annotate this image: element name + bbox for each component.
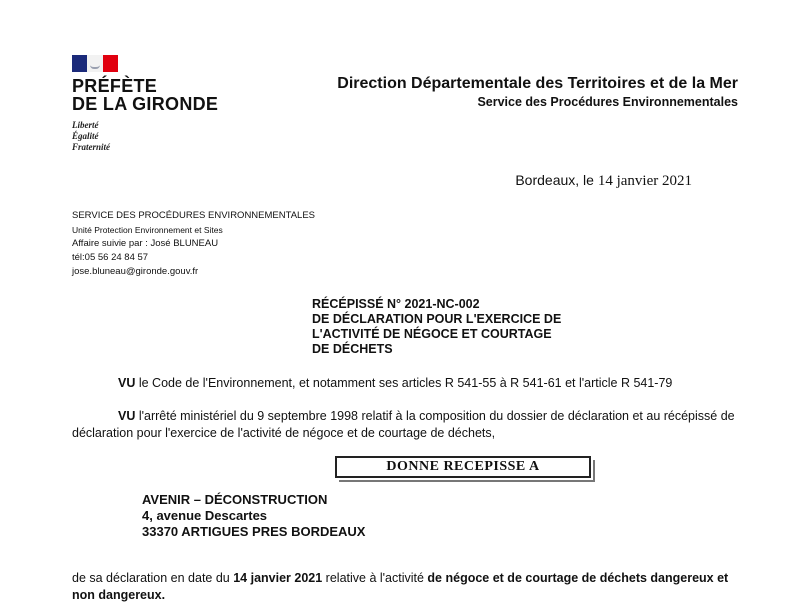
prefecture-line-2: DE LA GIRONDE: [72, 94, 219, 114]
declaration-paragraph: [72, 570, 752, 604]
final-part-2: relative à l'activité: [322, 571, 428, 585]
date-value: 14 janvier 2021: [597, 173, 692, 189]
service-title: Service des Procédures Environnementales: [477, 95, 738, 109]
recipient-address: [142, 492, 365, 540]
contact-service: SERVICE DES PROCÉDURES ENVIRONNEMENTALES: [72, 210, 316, 221]
recipient-city: 33370 ARTIGUES PRES BORDEAUX: [142, 524, 366, 539]
contact-email: jose.bluneau@gironde.gouv.fr: [72, 266, 199, 277]
direction-title: Direction Départementale des Territoires et de la Mer: [337, 75, 738, 92]
republic-motto: [72, 120, 110, 153]
marianne-flag-icon: [72, 55, 118, 72]
date-prefix: Bordeaux, le: [515, 172, 594, 188]
contact-phone: tél:05 56 24 84 57: [72, 252, 149, 263]
prefecture-line-1: PRÉFÈTE: [72, 76, 158, 96]
vu-paragraph-2: [72, 408, 752, 442]
final-date: 14 janvier 2021: [233, 571, 323, 585]
vu-1-lead: VU: [118, 376, 136, 390]
date-line: [515, 172, 692, 190]
contact-unit: Unité Protection Environnement et Sites: [72, 225, 223, 235]
recipient-name: AVENIR – DÉCONSTRUCTION: [142, 492, 328, 507]
prefecture-name: [72, 77, 218, 113]
recipient-street: 4, avenue Descartes: [142, 508, 268, 523]
contact-followed-by: Affaire suivie par : José BLUNEAU: [72, 238, 219, 249]
vu-2-text: l'arrêté ministériel du 9 septembre 1998 relatif à la composition du dossier de déclaration et au récépissé de déclaration pour l'exercice de l'activité de négoce et de courtage de déchets,: [72, 409, 735, 440]
receipt-line-4: DE DÉCHETS: [312, 342, 393, 356]
motto-liberte: Liberté: [72, 120, 99, 130]
direction-header: [337, 74, 738, 110]
contact-block: [72, 209, 315, 279]
vu-2-lead: VU: [118, 409, 136, 423]
receipt-line-1: RÉCÉPISSÉ N° 2021-NC-002: [312, 297, 480, 311]
final-part-1: de sa déclaration en date du: [72, 571, 234, 585]
final-activity: de négoce et de courtage de déchets dangereux et non dangereux.: [72, 571, 729, 602]
receipt-line-2: DE DÉCLARATION POUR L'EXERCICE DE: [312, 312, 562, 326]
receipt-line-3: L'ACTIVITÉ DE NÉGOCE ET COURTAGE: [312, 327, 552, 341]
motto-fraternite: Fraternité: [72, 142, 111, 152]
receipt-title: [312, 297, 561, 357]
motto-egalite: Égalité: [72, 131, 99, 141]
vu-1-text: le Code de l'Environnement, et notamment ses articles R 541-55 à R 541-61 et l'article R 541-79: [135, 376, 673, 390]
vu-paragraph-1: [72, 375, 752, 392]
donne-recepisse-box: DONNE RECEPISSE A: [335, 456, 591, 478]
